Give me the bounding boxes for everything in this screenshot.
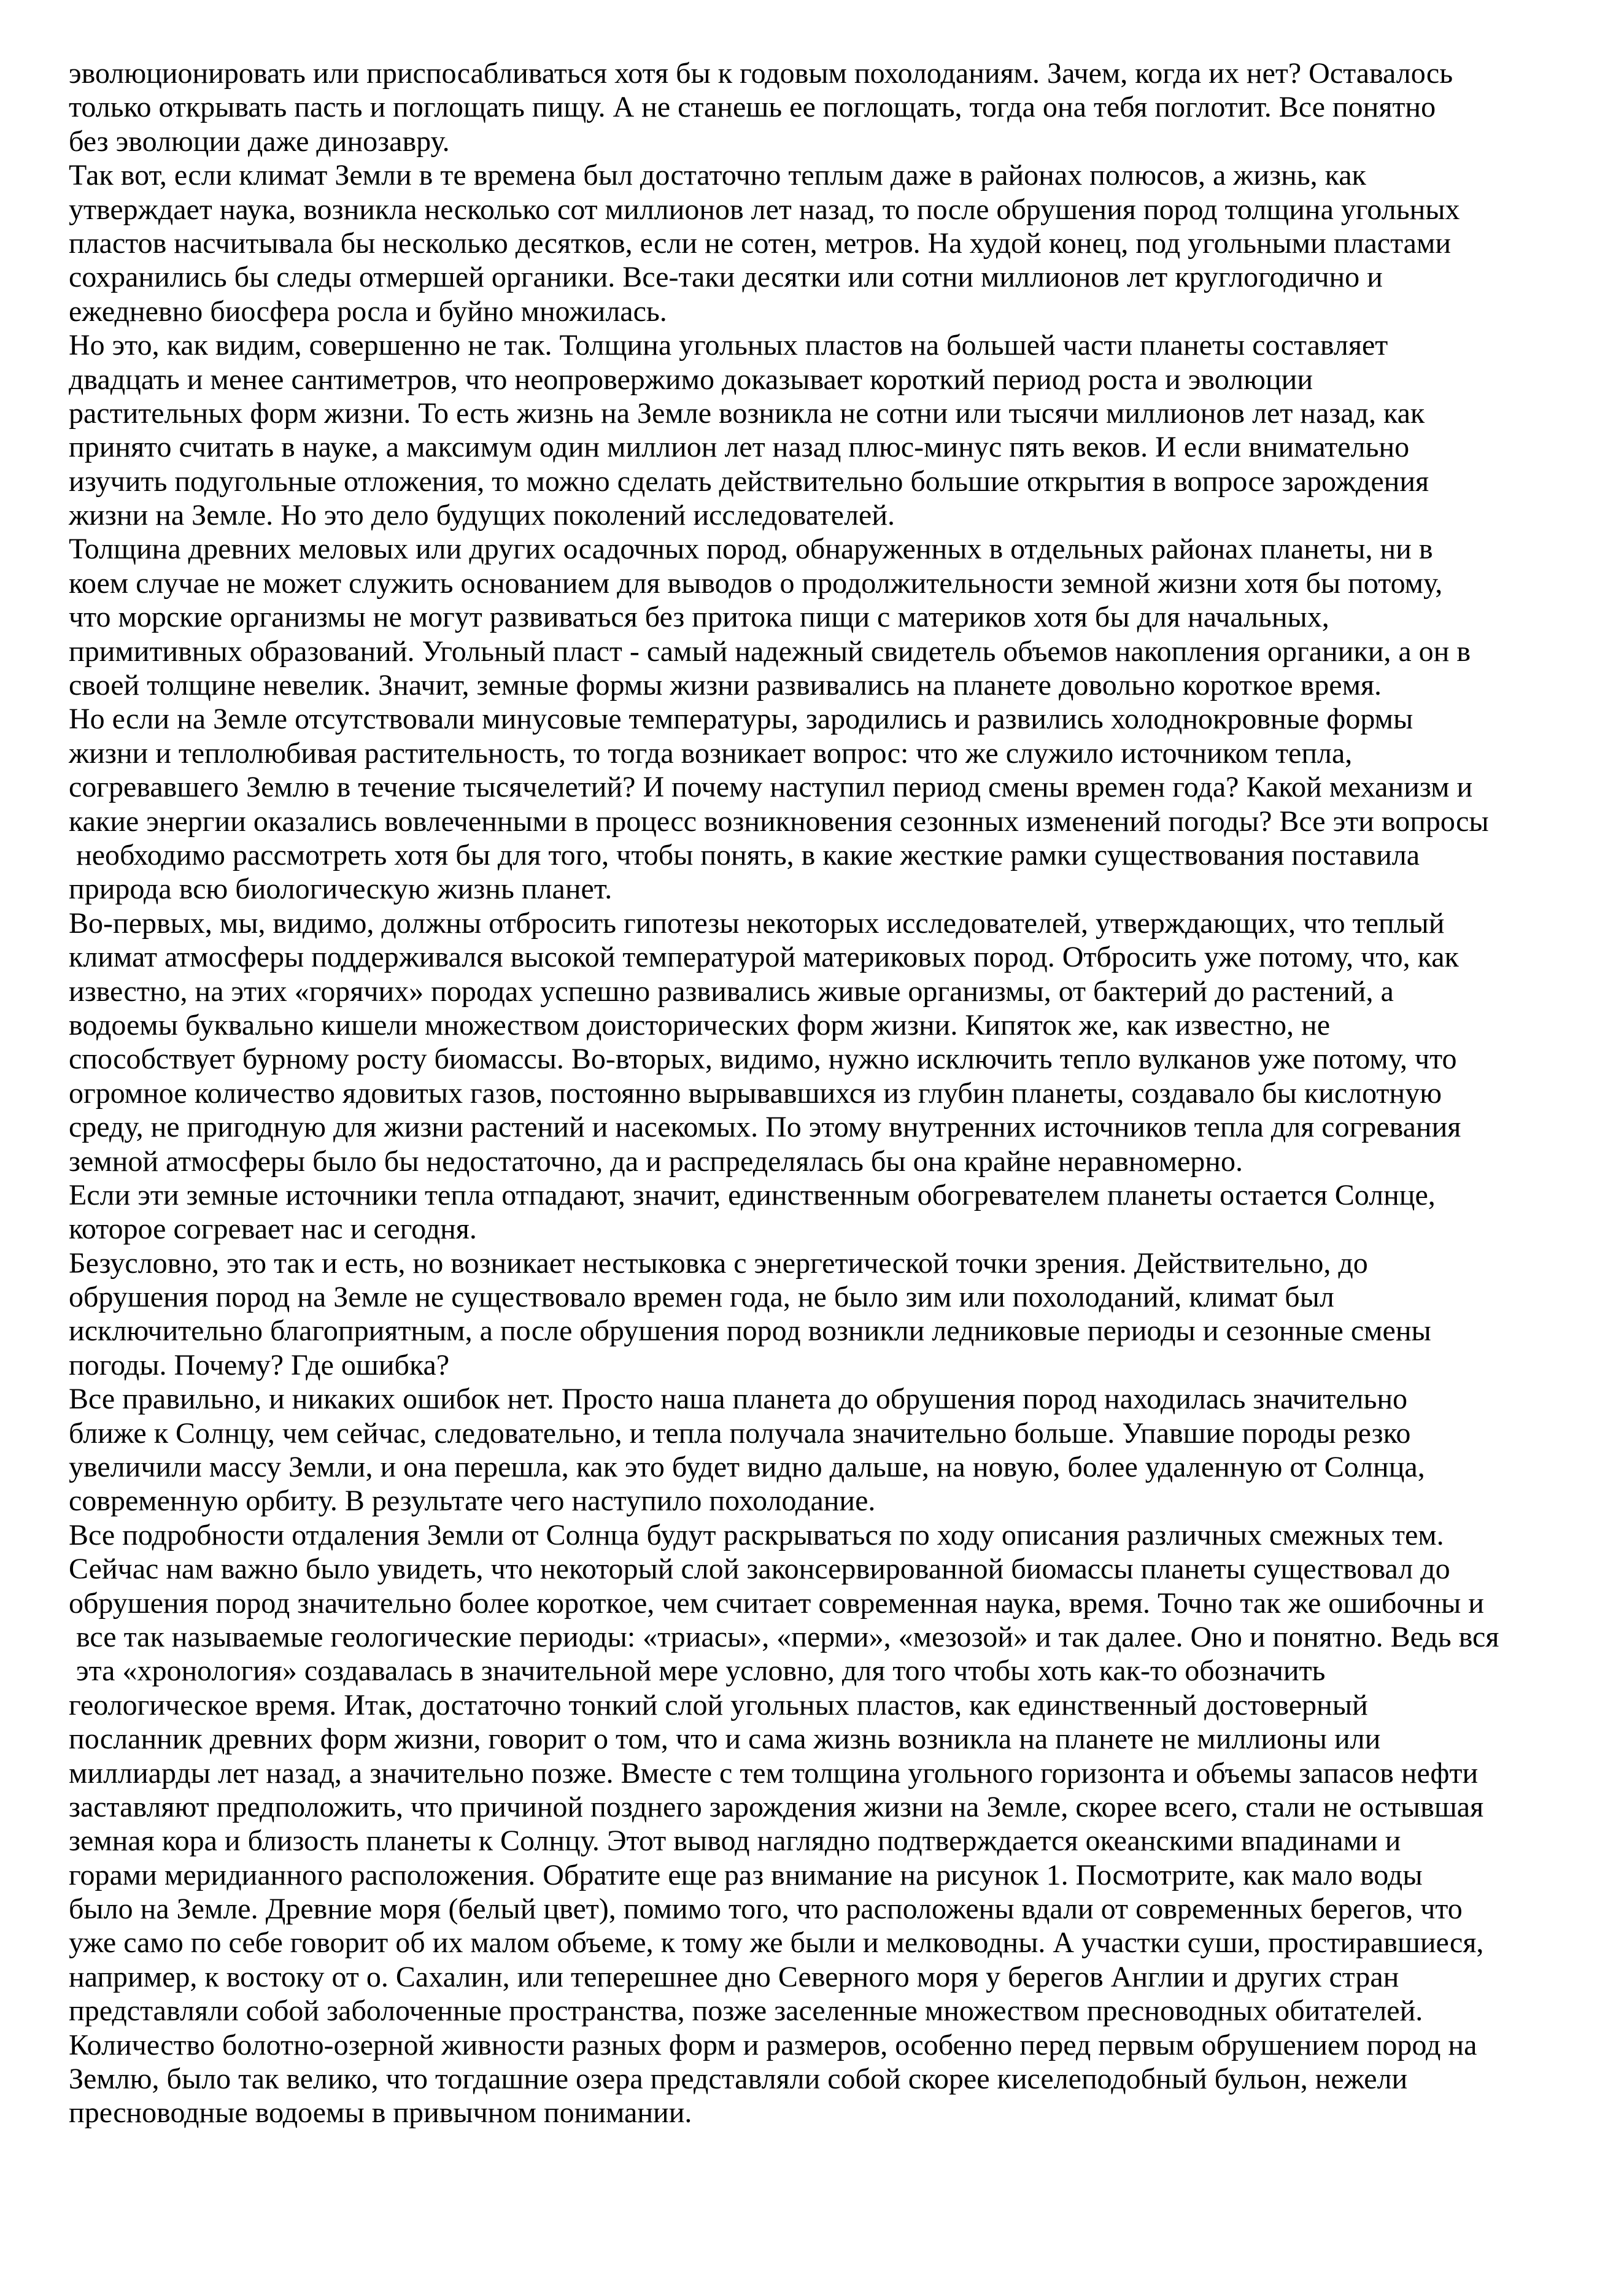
text-line: Безусловно, это так и есть, но возникает нестыковка с энергетической точки зрения. Действительно, до xyxy=(69,1246,1368,1280)
text-line: Толщина древних меловых или других осадочных пород, обнаруженных в отдельных районах планеты, ни в xyxy=(69,533,1433,566)
text-line: что морские организмы не могут развиваться без притока пищи с материков хотя бы для начальных, xyxy=(69,601,1329,634)
text-line: было на Земле. Древние моря (белый цвет), помимо того, что расположены вдали от современных берегов, что xyxy=(69,1893,1463,1926)
text-line: геологическое время. Итак, достаточно тонкий слой угольных пластов, как единственный достоверный xyxy=(69,1688,1368,1721)
text-line: Но если на Земле отсутствовали минусовые температуры, зародились и развились холоднокровные формы xyxy=(69,703,1413,736)
text-line: заставляют предположить, что причиной позднего зарождения жизни на Земле, скорее всего, стали не остывшая xyxy=(69,1790,1484,1823)
text-line: без эволюции даже динозавру. xyxy=(69,125,450,158)
text-line: какие энергии оказались вовлеченными в процесс возникновения сезонных изменений погоды? Все эти вопросы xyxy=(69,805,1489,838)
text-line: среду, не пригодную для жизни растений и насекомых. По этому внутренних источников тепла для согревания xyxy=(69,1111,1461,1144)
text-line: климат атмосферы поддерживался высокой температурой материковых пород. Отбросить уже потому, что, как xyxy=(69,941,1459,974)
text-line: погоды. Почему? Где ошибка? xyxy=(69,1348,450,1381)
text-line: сохранились бы следы отмершей органики. Все-таки десятки или сотни миллионов лет круглогодично и xyxy=(69,261,1383,294)
text-line: принято считать в науке, а максимум один миллион лет назад плюс-минус пять веков. И если внимательно xyxy=(69,431,1410,464)
text-line: обрушения пород значительно более короткое, чем считает современная наука, время. Точно так же ошибочны и xyxy=(69,1586,1484,1620)
text-line: своей толщине невелик. Значит, земные формы жизни развивались на планете довольно короткое время. xyxy=(69,669,1382,702)
text-line: представляли собой заболоченные пространства, позже заселенные множеством пресноводных обитателей. xyxy=(69,1995,1423,2028)
text-line: природа всю биологическую жизнь планет. xyxy=(69,873,613,906)
text-line: современную орбиту. В результате чего наступило похолодание. xyxy=(69,1485,876,1518)
text-line: Количество болотно-озерной живности разных форм и размеров, особенно перед первым обрушением пород на xyxy=(69,2028,1477,2061)
text-line: Все правильно, и никаких ошибок нет. Просто наша планета до обрушения пород находилась значительно xyxy=(69,1383,1408,1416)
text-line: примитивных образований. Угольный пласт - самый надежный свидетель объемов накопления органики, а он в xyxy=(69,635,1471,668)
text-line: обрушения пород на Земле не существовало времен года, не было зим или похолоданий, климат был xyxy=(69,1281,1334,1314)
text-line: утверждает наука, возникла несколько сот миллионов лет назад, то после обрушения пород толщина угольных xyxy=(69,193,1460,226)
text-line: Сейчас нам важно было увидеть, что некоторый слой законсервированной биомассы планеты существовал до xyxy=(69,1553,1450,1586)
text-line: растительных форм жизни. То есть жизнь на Земле возникла не сотни или тысячи миллионов лет назад, как xyxy=(69,396,1425,430)
text-line: эволюционировать или приспосабливаться хотя бы к годовым похолоданиям. Зачем, когда их нет? Оставалось xyxy=(69,57,1453,90)
text-line: Так вот, если климат Земли в те времена был достаточно теплым даже в районах полюсов, а жизнь, как xyxy=(69,159,1366,192)
text-line: только открывать пасть и поглощать пищу. А не станешь ее поглощать, тогда она тебя поглотит. Все понятно xyxy=(69,91,1436,124)
text-line: жизни и теплолюбивая растительность, то тогда возникает вопрос: что же служило источником тепла, xyxy=(69,736,1353,770)
text-line: Во-первых, мы, видимо, должны отбросить гипотезы некоторых исследователей, утверждающих, что теплый xyxy=(69,906,1445,940)
text-line: уже само по себе говорит об их малом объеме, к тому же были и мелководны. А участки суши, простиравшиеся, xyxy=(69,1926,1484,1960)
text-line: пластов насчитывала бы несколько десятков, если не сотен, метров. На худой конец, под угольными пластами xyxy=(69,226,1452,260)
text-line: пресноводные водоемы в привычном понимании. xyxy=(69,2096,692,2130)
text-line: способствует бурному росту биомассы. Во-вторых, видимо, нужно исключить тепло вулканов уже потому, что xyxy=(69,1043,1457,1076)
text-line: изучить подугольные отложения, то можно сделать действительно большие открытия в вопросе зарождения xyxy=(69,465,1429,498)
text-line: Но это, как видим, совершенно не так. Толщина угольных пластов на большей части планеты составляет xyxy=(69,329,1388,362)
document-page xyxy=(69,56,1554,2164)
text-line: двадцать и менее сантиметров, что неопровержимо доказывает короткий период роста и эволюции xyxy=(69,363,1313,396)
text-line: которое согревает нас и сегодня. xyxy=(69,1213,477,1246)
text-line: исключительно благоприятным, а после обрушения пород возникли ледниковые периоды и сезонные смены xyxy=(69,1315,1431,1348)
text-line: ближе к Солнцу, чем сейчас, следовательно, и тепла получала значительно больше. Упавшие породы резко xyxy=(69,1416,1411,1450)
text-line: водоемы буквально кишели множеством доисторических форм жизни. Кипяток же, как известно, не xyxy=(69,1008,1330,1041)
text-line: Все подробности отдаления Земли от Солнца будут раскрываться по ходу описания различных смежных тем. xyxy=(69,1518,1444,1551)
text-line: известно, на этих «горячих» породах успешно развивались живые организмы, от бактерий до растений, а xyxy=(69,975,1394,1008)
text-line: эта «хронология» создавалась в значительной мере условно, для того чтобы хоть как-то обозначить xyxy=(69,1655,1326,1688)
text-line xyxy=(69,2130,1554,2164)
text-line: Если эти земные источники тепла отпадают, значит, единственным обогревателем планеты остается Солнце, xyxy=(69,1178,1436,1211)
text-line: например, к востоку от о. Сахалин, или теперешнее дно Северного моря у берегов Англии и других стран xyxy=(69,1960,1399,1993)
text-line: коем случае не может служить основанием для выводов о продолжительности земной жизни хотя бы потому, xyxy=(69,566,1443,600)
text-line: ежедневно биосфера росла и буйно множилась. xyxy=(69,295,667,328)
text-line: миллиарды лет назад, а значительно позже. Вместе с тем толщина угольного горизонта и объемы запасов нефти xyxy=(69,1756,1479,1790)
text-line: посланник древних форм жизни, говорит о том, что и сама жизнь возникла на планете не миллионы или xyxy=(69,1723,1381,1756)
text-line: Землю, было так велико, что тогдашние озера представляли собой скорее киселеподобный бульон, нежели xyxy=(69,2063,1408,2096)
text-line: горами меридианного расположения. Обратите еще раз внимание на рисунок 1. Посмотрите, как мало воды xyxy=(69,1858,1423,1891)
text-line: земной атмосферы было бы недостаточно, да и распределялась бы она крайне неравномерно. xyxy=(69,1145,1243,1178)
text-line: огромное количество ядовитых газов, постоянно вырывавшихся из глубин планеты, создавало бы кислотную xyxy=(69,1076,1442,1110)
text-line: необходимо рассмотреть хотя бы для того, чтобы понять, в какие жесткие рамки существования поставила xyxy=(69,838,1420,871)
text-line: земная кора и близость планеты к Солнцу. Этот вывод наглядно подтверждается океанскими впадинами и xyxy=(69,1825,1401,1858)
text-line: все так называемые геологические периоды: «триасы», «перми», «мезозой» и так далее. Оно и понятно. Ведь вся xyxy=(69,1620,1499,1653)
text-line: жизни на Земле. Но это дело будущих поколений исследователей. xyxy=(69,499,895,532)
text-line: согревавшего Землю в течение тысячелетий? И почему наступил период смены времен года? Какой механизм и xyxy=(69,771,1473,804)
text-line: увеличили массу Земли, и она перешла, как это будет видно дальше, на новую, более удаленную от Солнца, xyxy=(69,1451,1425,1484)
